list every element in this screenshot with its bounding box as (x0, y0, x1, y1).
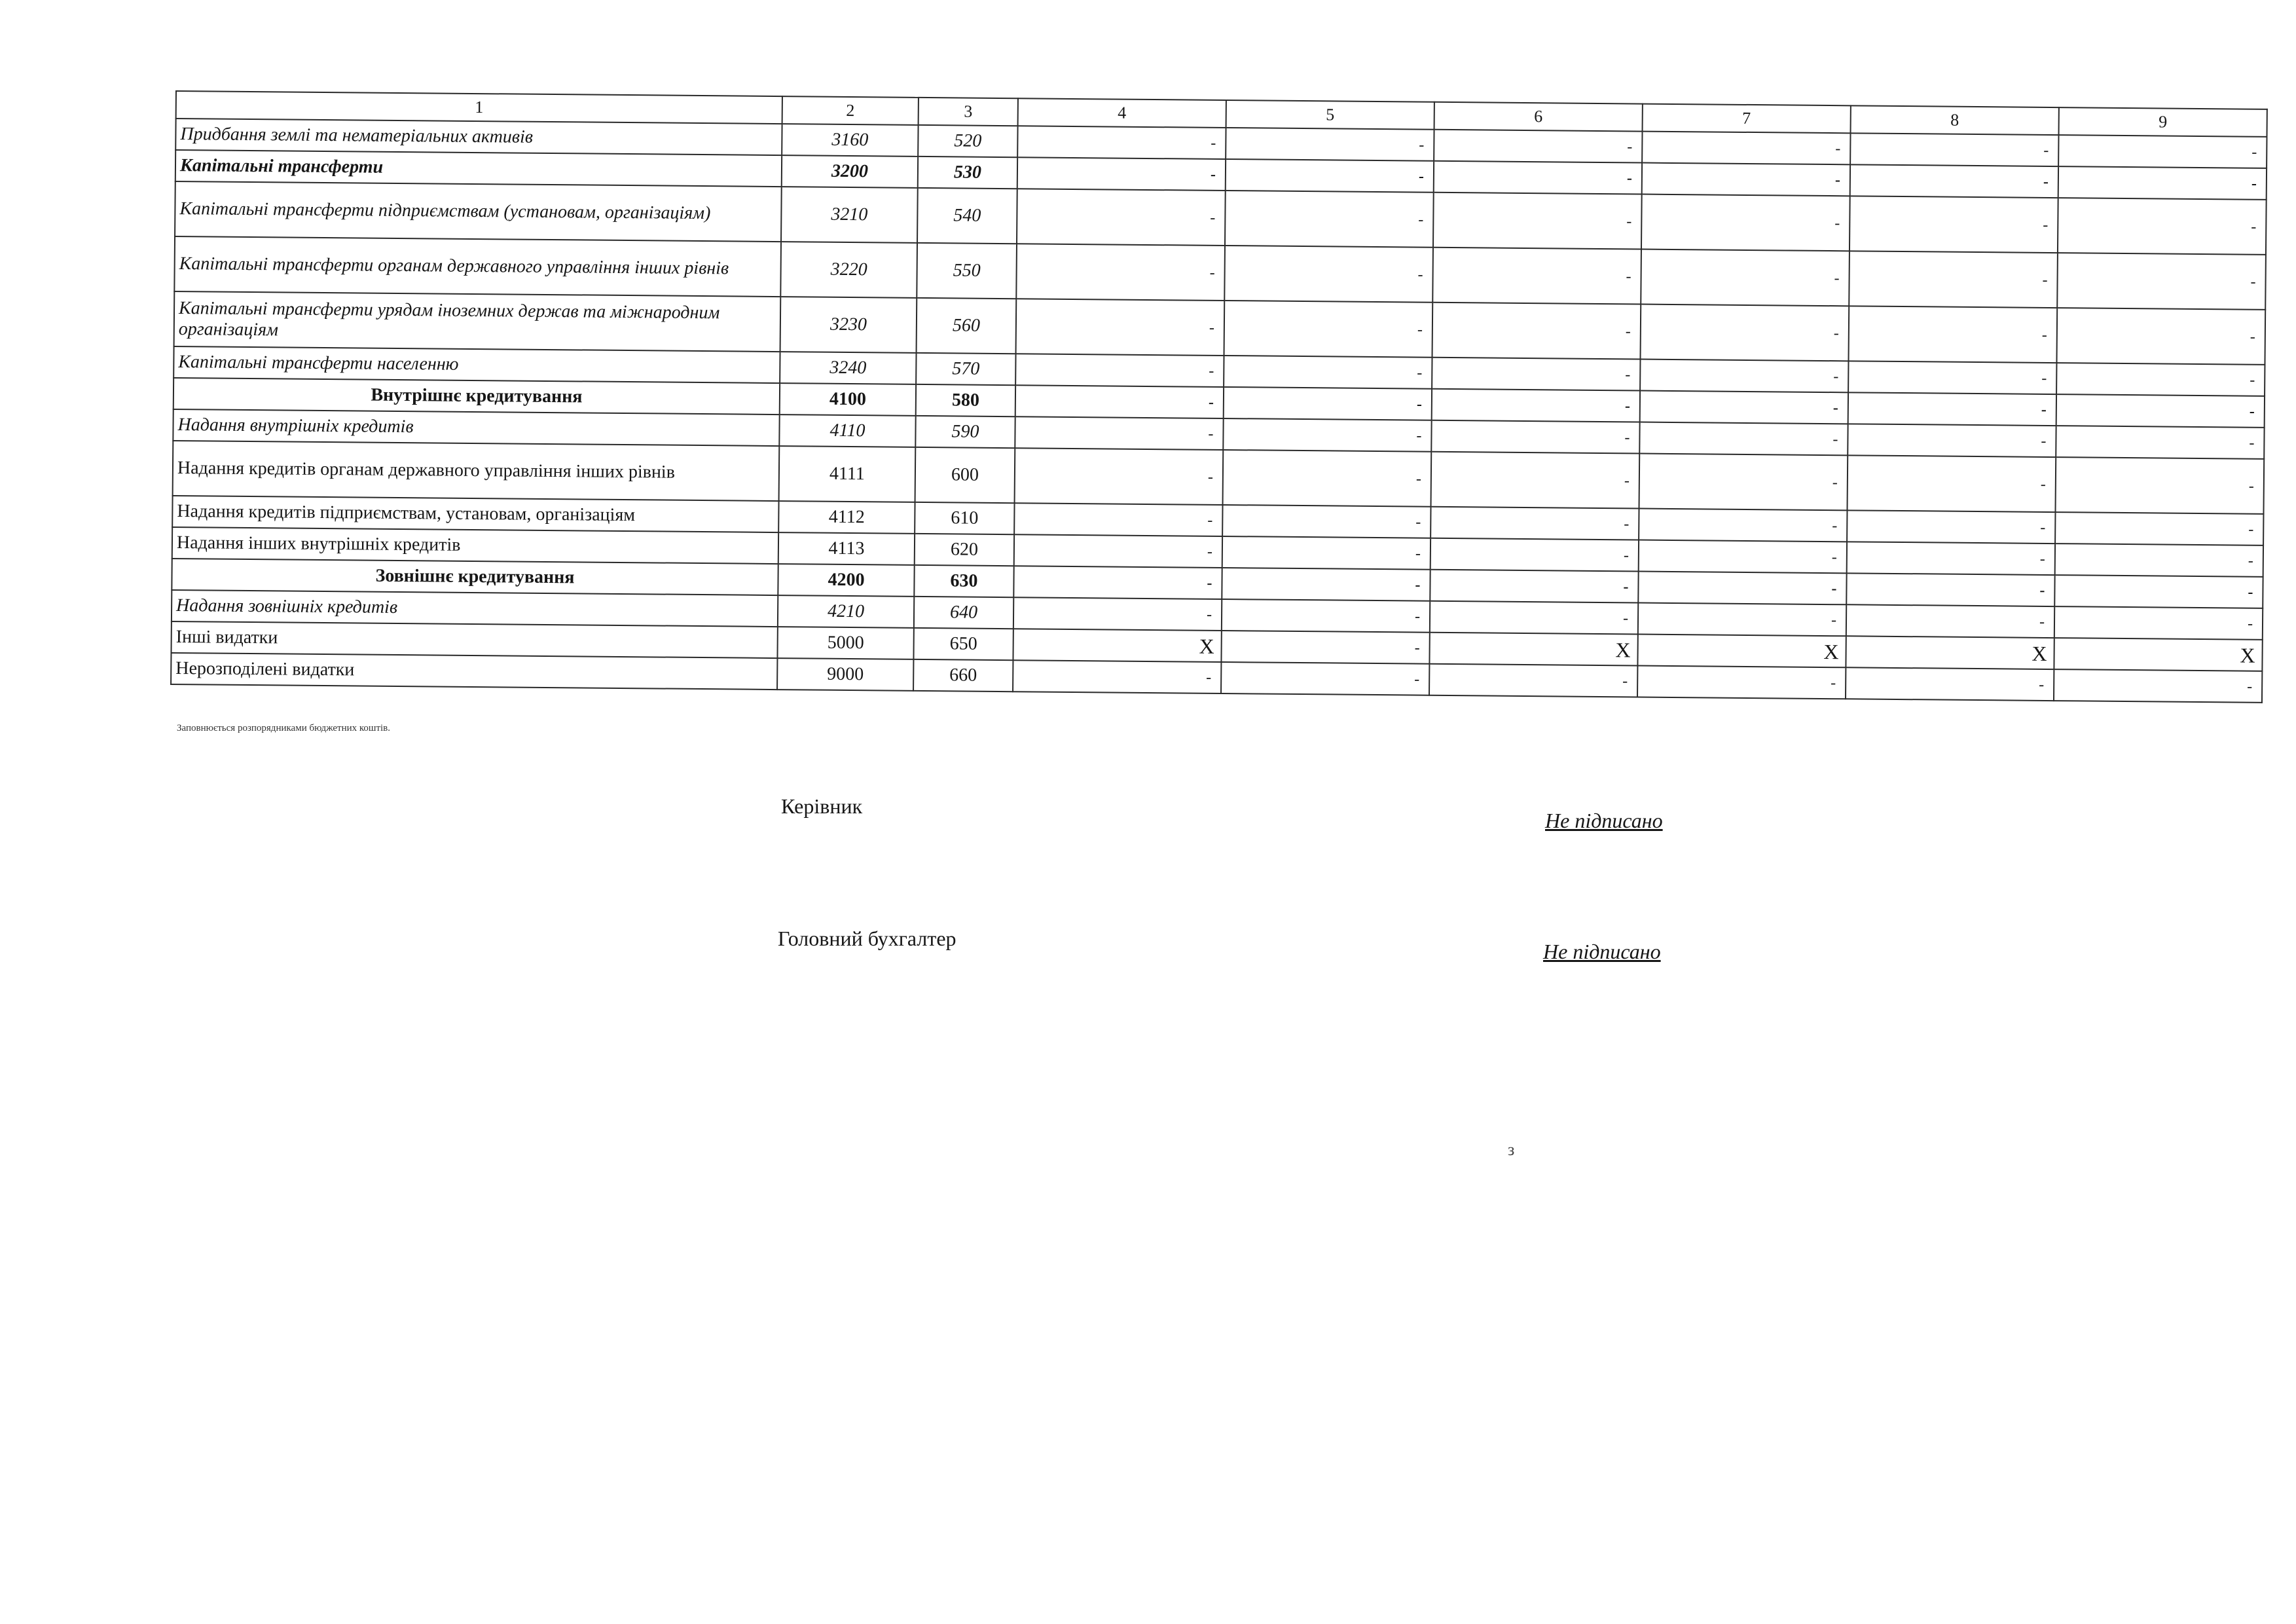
row-code: 4210 (778, 595, 914, 628)
row-code: 4110 (779, 415, 915, 447)
header-col-6: 6 (1434, 102, 1643, 132)
row-value-col-8: - (1847, 542, 2055, 575)
row-value-col-6: - (1432, 303, 1641, 360)
header-col-8: 8 (1851, 105, 2059, 135)
row-code: 4100 (780, 383, 916, 416)
row-value-col-5: - (1223, 418, 1431, 452)
row-value-col-7: - (1639, 509, 1847, 542)
row-name: Капітальні трансферти (175, 150, 782, 187)
row-value-col-9: - (2056, 308, 2265, 365)
row-value-col-7: - (1641, 249, 1850, 306)
row-value-col-8: - (1848, 306, 2057, 363)
row-value-col-8: - (1846, 667, 2054, 701)
row-value-col-4: X (1013, 629, 1221, 662)
row-value-col-5: - (1224, 246, 1433, 303)
row-value-col-6: - (1429, 664, 1637, 697)
row-code: 3240 (780, 352, 916, 384)
header-col-3: 3 (919, 98, 1018, 126)
row-code: 9000 (777, 658, 913, 691)
row-name: Надання кредитів підприємствам, установам, організаціям (172, 496, 778, 532)
row-value-col-6: - (1430, 570, 1638, 603)
row-value-col-9: - (2058, 198, 2267, 255)
row-value-col-6: - (1433, 193, 1642, 249)
row-value-col-9: X (2054, 638, 2262, 671)
row-name: Капітальні трансферти населенню (173, 346, 780, 383)
row-line-code: 550 (917, 243, 1017, 299)
row-value-col-7: - (1640, 360, 1848, 393)
row-value-col-4: - (1017, 189, 1226, 246)
row-line-code: 650 (913, 628, 1013, 660)
header-col-9: 9 (2059, 107, 2267, 137)
row-value-col-6: - (1434, 130, 1642, 163)
row-line-code: 540 (917, 188, 1017, 244)
row-value-col-7: - (1640, 391, 1848, 424)
row-value-col-6: X (1429, 633, 1637, 666)
row-name: Внутрішнє кредитування (173, 378, 780, 415)
row-value-col-5: - (1226, 159, 1434, 193)
header-col-4: 4 (1018, 98, 1226, 128)
row-value-col-5: - (1222, 568, 1430, 601)
row-value-col-9: - (2055, 457, 2264, 514)
row-name: Надання кредитів органам державного управління інших рівнів (173, 441, 780, 501)
header-col-2: 2 (782, 96, 919, 125)
row-line-code: 600 (915, 447, 1015, 503)
row-code: 4112 (778, 501, 915, 534)
row-value-col-6: - (1432, 389, 1640, 422)
row-value-col-5: - (1223, 450, 1432, 507)
director-signature-status: Не підписано (1545, 809, 1663, 832)
row-value-col-5: - (1226, 128, 1434, 161)
row-name: Нерозподілені видатки (171, 653, 777, 690)
row-value-col-5: - (1225, 191, 1434, 248)
row-value-col-5: - (1222, 536, 1430, 570)
row-value-col-8: - (1850, 133, 2058, 166)
row-value-col-8: - (1849, 251, 2058, 308)
row-value-col-4: - (1013, 660, 1221, 693)
row-line-code: 660 (913, 659, 1013, 692)
row-value-col-6: - (1432, 248, 1641, 304)
row-value-col-4: - (1016, 299, 1225, 356)
row-value-col-4: - (1017, 126, 1226, 159)
row-value-col-4: - (1015, 385, 1224, 418)
row-value-col-7: - (1642, 132, 1850, 165)
row-value-col-7: - (1642, 163, 1850, 196)
row-value-col-4: - (1017, 157, 1226, 191)
row-name: Капітальні трансферти органам державного управління інших рівнів (174, 236, 781, 297)
row-value-col-4: - (1014, 503, 1222, 536)
director-label: Керівник (781, 794, 863, 818)
row-value-col-9: - (2055, 512, 2263, 545)
row-value-col-7: - (1641, 194, 1850, 251)
row-code: 3210 (781, 187, 918, 243)
row-value-col-5: - (1224, 301, 1433, 358)
row-line-code: 610 (915, 502, 1014, 534)
row-value-col-9: - (2054, 669, 2262, 703)
row-value-col-8: - (1850, 196, 2058, 253)
row-line-code: 530 (918, 157, 1017, 189)
row-value-col-9: - (2058, 135, 2267, 168)
row-value-col-8: X (1846, 636, 2054, 669)
row-value-col-6: - (1430, 538, 1639, 572)
row-code: 3160 (782, 124, 918, 157)
row-value-col-7: X (1637, 635, 1846, 668)
row-line-code: 570 (916, 353, 1015, 385)
row-name: Надання внутрішніх кредитів (173, 409, 779, 446)
row-code: 3230 (780, 297, 917, 353)
row-value-col-9: - (2057, 253, 2266, 310)
row-name: Придбання землі та нематеріальних активів (175, 119, 782, 155)
row-value-col-4: - (1015, 354, 1224, 387)
row-value-col-4: - (1016, 244, 1225, 301)
row-value-col-7: - (1639, 454, 1848, 511)
chief-accountant-signature-status: Не підписано (1543, 940, 1661, 963)
row-value-col-6: - (1432, 358, 1640, 391)
row-value-col-9: - (2056, 394, 2265, 428)
row-value-col-7: - (1638, 603, 1846, 637)
row-line-code: 580 (916, 384, 1015, 416)
row-value-col-5: - (1221, 662, 1429, 695)
row-value-col-6: - (1430, 601, 1638, 635)
row-name: Надання зовнішніх кредитів (172, 590, 778, 627)
chief-accountant-label: Головний бухгалтер (778, 927, 957, 950)
stray-mark: з (1508, 1140, 1515, 1159)
expenditure-table (170, 90, 2268, 703)
row-value-col-6: - (1430, 507, 1639, 540)
row-value-col-9: - (2055, 544, 2263, 577)
row-value-col-9: - (2056, 426, 2264, 459)
row-name: Надання інших внутрішніх кредитів (172, 527, 778, 564)
row-value-col-6: - (1434, 161, 1642, 194)
row-value-col-6: - (1431, 420, 1639, 454)
table-body (171, 91, 2267, 703)
row-code: 5000 (777, 627, 913, 659)
row-value-col-8: - (1846, 573, 2054, 606)
row-name: Зовнішнє кредитування (172, 559, 778, 595)
row-value-col-5: - (1222, 599, 1430, 633)
row-value-col-4: - (1014, 534, 1222, 568)
row-value-col-7: - (1639, 422, 1848, 456)
row-line-code: 560 (917, 298, 1017, 354)
row-value-col-8: - (1848, 455, 2056, 512)
row-value-col-9: - (2054, 575, 2263, 608)
row-value-col-6: - (1431, 452, 1640, 509)
row-line-code: 520 (918, 125, 1017, 157)
header-col-5: 5 (1226, 100, 1434, 130)
row-name: Капітальні трансферти підприємствам (установам, організаціям) (175, 181, 782, 242)
row-code: 3200 (782, 155, 918, 188)
row-value-col-7: - (1637, 666, 1846, 699)
row-code: 4111 (779, 446, 916, 502)
row-value-col-5: - (1224, 387, 1432, 420)
row-line-code: 590 (915, 416, 1015, 448)
row-value-col-5: - (1222, 505, 1430, 538)
row-value-col-5: - (1224, 356, 1432, 389)
row-value-col-8: - (1848, 424, 2056, 457)
row-value-col-9: - (2058, 166, 2267, 200)
row-value-col-8: - (1847, 510, 2055, 544)
row-value-col-8: - (1850, 164, 2058, 198)
row-code: 4200 (778, 564, 914, 597)
row-line-code: 620 (915, 534, 1014, 566)
row-value-col-7: - (1638, 572, 1846, 605)
row-value-col-7: - (1639, 540, 1847, 574)
row-value-col-9: - (2056, 363, 2265, 396)
row-value-col-7: - (1641, 304, 1850, 361)
row-line-code: 640 (914, 597, 1013, 629)
row-value-col-8: - (1848, 361, 2056, 394)
row-code: 4113 (778, 532, 915, 565)
row-value-col-4: - (1015, 448, 1224, 505)
row-value-col-5: - (1221, 631, 1429, 664)
row-value-col-9: - (2054, 606, 2263, 640)
row-name: Інші видатки (172, 621, 778, 658)
row-value-col-4: - (1015, 416, 1223, 450)
row-line-code: 630 (914, 565, 1013, 597)
row-value-col-4: - (1013, 566, 1222, 599)
table-footnote: Заповнюється розпорядниками бюджетних коштів. (177, 723, 391, 733)
header-col-1: 1 (176, 91, 782, 124)
row-code: 3220 (780, 242, 917, 298)
row-value-col-8: - (1846, 604, 2054, 638)
row-value-col-4: - (1013, 597, 1222, 631)
row-name: Капітальні трансферти урядам іноземних держав та міжнародним організаціям (174, 291, 781, 352)
header-col-7: 7 (1643, 104, 1851, 134)
row-value-col-8: - (1848, 392, 2056, 426)
